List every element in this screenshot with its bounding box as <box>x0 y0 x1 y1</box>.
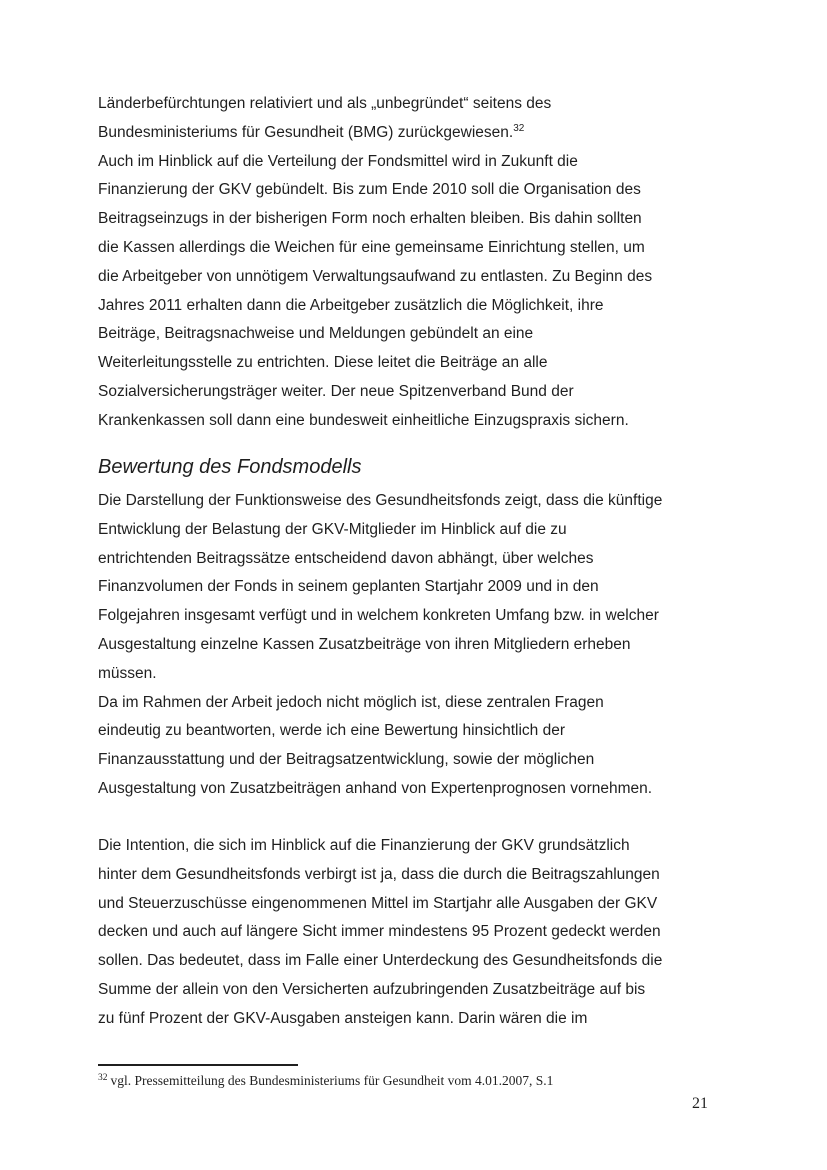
text-line: Ausgestaltung von Zusatzbeiträgen anhand von Expertenprognosen vornehmen. <box>98 779 653 797</box>
text-line: Bundesministeriums für Gesundheit (BMG) zurückgewiesen. <box>98 123 514 141</box>
paragraph-evaluation <box>98 487 662 804</box>
page-number: 21 <box>692 1095 708 1112</box>
paragraph-intention-lines <box>98 832 662 1034</box>
text-line: die Arbeitgeber von unnötigem Verwaltungsaufwand zu entlasten. Zu Beginn des <box>98 267 653 285</box>
text-line: entrichtenden Beitragssätze entscheidend davon abhängt, über welches <box>98 549 594 567</box>
text-line: Da im Rahmen der Arbeit jedoch nicht möglich ist, diese zentralen Fragen <box>98 693 604 711</box>
paragraph-intention <box>98 832 662 1034</box>
text-line: Beiträge, Beitragsnachweise und Meldungen gebündelt an eine <box>98 325 534 343</box>
text-line: Die Darstellung der Funktionsweise des Gesundheitsfonds zeigt, dass die künftige <box>98 492 663 509</box>
text-line: Summe der allein von den Versicherten aufzubringenden Zusatzbeiträge auf bis <box>98 980 646 998</box>
footnote-number: 32 <box>98 1073 108 1083</box>
footnote-reference: 32 <box>513 122 525 134</box>
text-line: Die Intention, die sich im Hinblick auf die Finanzierung der GKV grundsätzlich <box>98 837 630 854</box>
text-line: Weiterleitungsstelle zu entrichten. Diese leitet die Beiträge an alle <box>98 354 548 372</box>
text-line: und Steuerzuschüsse eingenommenen Mittel im Startjahr alle Ausgaben der GKV <box>98 894 658 912</box>
text-line: müssen. <box>98 664 157 682</box>
text-line: Krankenkassen soll dann eine bundesweit einheitliche Einzugspraxis sichern. <box>98 411 629 429</box>
text-line-with-footnote-ref <box>98 119 652 148</box>
text-line: Finanzausstattung und der Beitragsatzentwicklung, sowie der möglichen <box>98 751 595 769</box>
paragraph-expert-prognosis <box>98 689 662 804</box>
footnote <box>98 1071 553 1091</box>
text-line: Sozialversicherungsträger weiter. Der neue Spitzenverband Bund der <box>98 382 574 400</box>
paragraph-intro-and-fund-distribution <box>98 90 652 436</box>
text-line: Entwicklung der Belastung der GKV-Mitglieder im Hinblick auf die zu <box>98 520 567 538</box>
text-line: sollen. Das bedeutet, dass im Falle einer Unterdeckung des Gesundheitsfonds die <box>98 952 663 970</box>
text-line: Beitragseinzugs in der bisherigen Form noch erhalten bleiben. Bis dahin sollten <box>98 210 642 228</box>
text-line: eindeutig zu beantworten, werde ich eine Bewertung hinsichtlich der <box>98 722 566 740</box>
text-line: Finanzvolumen der Fonds in seinem geplanten Startjahr 2009 und in den <box>98 578 599 596</box>
text-line: Folgejahren insgesamt verfügt und in welchem konkreten Umfang bzw. in welcher <box>98 607 659 625</box>
text-line: Finanzierung der GKV gebündelt. Bis zum Ende 2010 soll die Organisation des <box>98 181 641 199</box>
text-line: Länderbefürchtungen relativiert und als „unbegründet“ seitens des <box>98 95 552 112</box>
text-line: decken und auch auf längere Sicht immer mindestens 95 Prozent gedeckt werden <box>98 923 661 941</box>
paragraph-fund-functioning <box>98 487 662 689</box>
text-line: die Kassen allerdings die Weichen für eine gemeinsame Einrichtung stellen, um <box>98 238 645 256</box>
section-heading: Bewertung des Fondsmodells <box>98 456 362 478</box>
text-line: Jahres 2011 erhalten dann die Arbeitgeber zusätzlich die Möglichkeit, ihre <box>98 296 604 314</box>
text-line: Ausgestaltung einzelne Kassen Zusatzbeiträge von ihren Mitgliedern erheben <box>98 635 631 653</box>
paragraph-fund-distribution <box>98 148 652 436</box>
footnote-text: vgl. Pressemitteilung des Bundesministeriums für Gesundheit vom 4.01.2007, S.1 <box>110 1073 554 1088</box>
text-line: zu fünf Prozent der GKV-Ausgaben ansteigen kann. Darin wären die im <box>98 1009 588 1027</box>
text-line: hinter dem Gesundheitsfonds verbirgt ist ja, dass die durch die Beitragszahlungen <box>98 865 660 883</box>
text-line: Auch im Hinblick auf die Verteilung der Fondsmittel wird in Zukunft die <box>98 152 578 170</box>
footnote-separator-rule <box>98 1064 298 1066</box>
